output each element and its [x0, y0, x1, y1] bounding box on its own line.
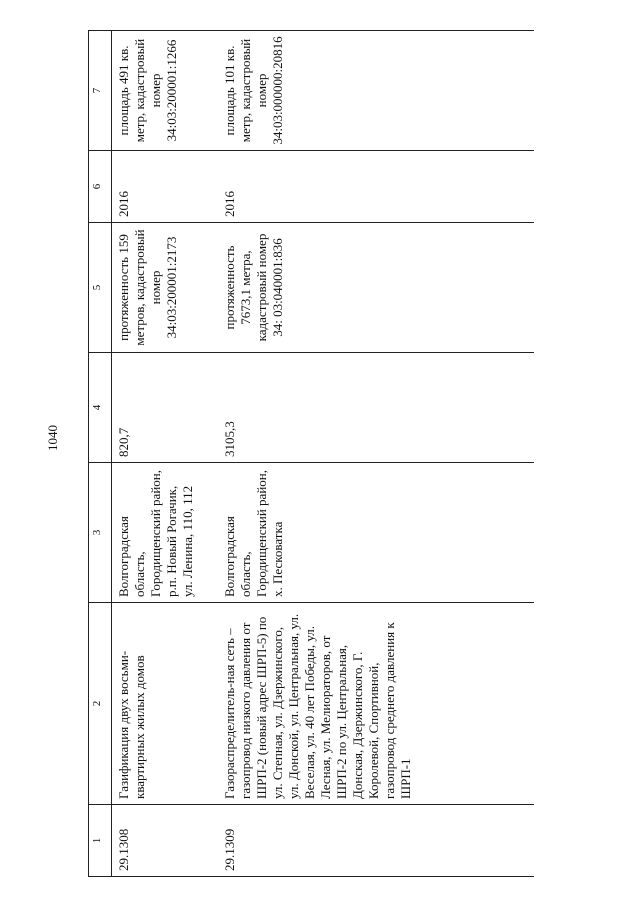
page-number: 1040: [45, 425, 60, 451]
property-registry-table: [88, 30, 534, 877]
rotated-page-content: [88, 31, 568, 877]
object-year: 2016: [112, 151, 219, 223]
land-plot-info: площадь 491 кв. метр, кадастровый номер 34:03:200001:1266: [112, 31, 219, 151]
table-row: [112, 31, 219, 877]
land-plot-info: площадь 101 кв. метр, кадастровый номер 34:03:000000:20816: [218, 31, 534, 151]
row-id: 29.1308: [112, 805, 219, 877]
header-row: [89, 31, 112, 877]
table-body: [112, 31, 535, 877]
object-year: 2016: [218, 151, 534, 223]
row-id: 29.1309: [218, 805, 534, 877]
header-col-3: 3: [89, 463, 112, 603]
object-description: протяженность 159 метров, кадастровый номер 34:03:200001:2173: [112, 223, 219, 353]
object-description: протяженность 7673,1 метра, кадастровый номер 34: 03:040001:836: [218, 223, 534, 353]
object-name: Газораспределитель-ная сеть – газопровод низкого давления от ШРП-2 (новый адрес ШРП-5) по ул. Степная, ул. Дзержинского, ул. Донской, ул. Центральная, ул. Веселая, ул. 40 лет Победы, ул. Лесная, ул. Мелиораторов, от ШРП-2 по ул. Центральная, Донская, Дзержинского, Г. Королевой, Спортивной, газопровод среднего давления к ШРП-1: [218, 603, 534, 805]
header-col-4: 4: [89, 353, 112, 463]
object-value: 3105,3: [218, 353, 534, 463]
header-col-1: 1: [89, 805, 112, 877]
table-row: [218, 31, 534, 877]
header-col-6: 6: [89, 151, 112, 223]
object-address: Волгоградская область, Городищенский район, р.п. Новый Рогачик, ул. Ленина, 110, 112: [112, 463, 219, 603]
header-col-5: 5: [89, 223, 112, 353]
header-col-7: 7: [89, 31, 112, 151]
object-address: Волгоградская область, Городищенский район, х. Песковатка: [218, 463, 534, 603]
object-value: 820,7: [112, 353, 219, 463]
object-name: Газификация двух восьми-квартирных жилых домов: [112, 603, 219, 805]
header-col-2: 2: [89, 603, 112, 805]
table-header: [89, 31, 112, 877]
